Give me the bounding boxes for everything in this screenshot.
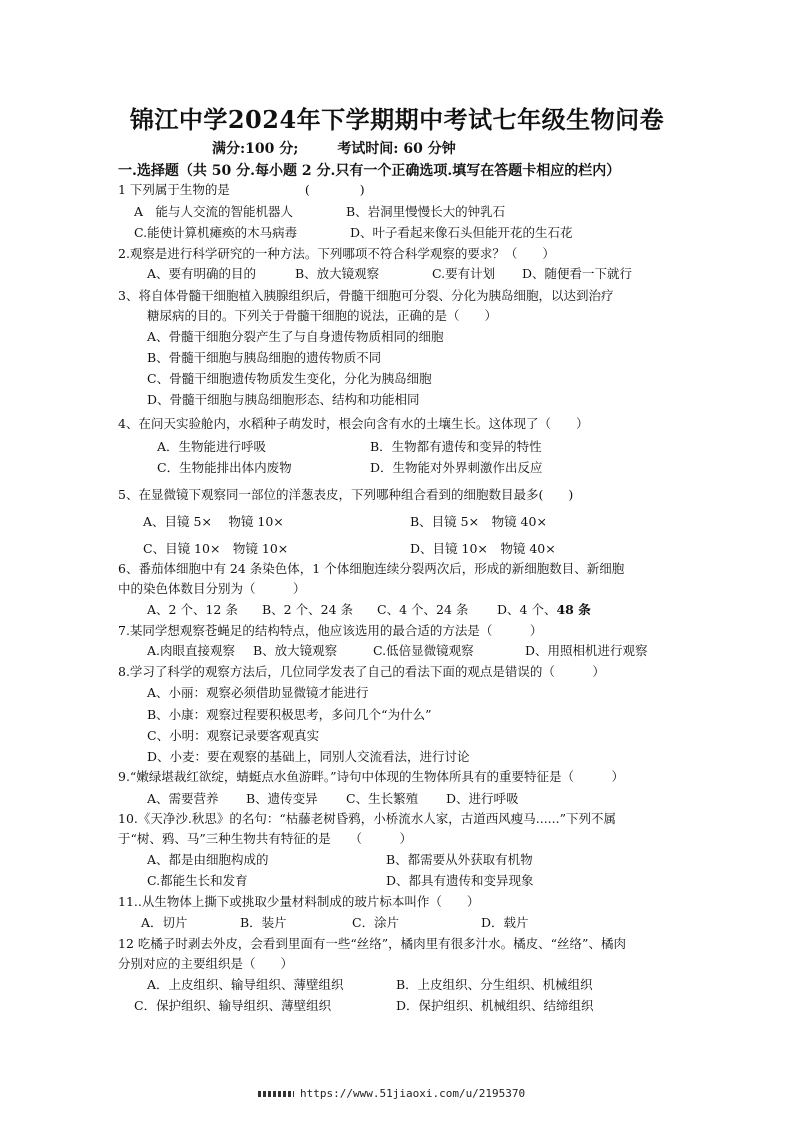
question-5-option-c: C、目镜 10× 物镜 10× [143, 541, 289, 556]
question-8-stem: 8.学习了科学的观察方法后，几位同学发表了自己的看法下面的观点是错误的（ ） [118, 664, 605, 679]
question-4-option-b: B．生物都有遗传和变异的特性 [370, 439, 542, 454]
question-10-stem-line-2: 于“树、鸦、马”三种生物共有特征的是 （ ） [118, 831, 413, 846]
question-12-stem-line-2: 分别对应的主要组织是（ ） [118, 956, 294, 971]
question-6-option-a: A、2 个、12 条 [147, 602, 238, 617]
question-12-option-d: D．保护组织、机械组织、结缔组织 [396, 998, 594, 1013]
question-5-option-a: A、目镜 5× 物镜 10× [143, 514, 284, 529]
question-10-option-b: B、都需要从外获取有机物 [386, 852, 533, 867]
question-10-option-c: C.都能生长和发育 [147, 873, 248, 888]
question-12-option-c: C．保护组织、输导组织、薄壁组织 [134, 998, 332, 1013]
question-3-option-c: C、骨髓干细胞遗传物质发生变化，分化为胰岛细胞 [147, 371, 432, 386]
watermark-logo-icon [258, 1091, 294, 1097]
question-11-option-c: C．涂片 [352, 915, 400, 930]
question-5-option-b: B、目镜 5× 物镜 40× [410, 514, 547, 529]
question-6-option-c: C、4 个、24 条 [377, 602, 469, 617]
question-12-option-b: B．上皮组织、分生组织、机械组织 [396, 977, 593, 992]
question-3-stem-line-1: 3、将自体骨髓干细胞植入胰腺组织后，骨髓干细胞可分裂、分化为胰岛细胞，以达到治疗 [118, 288, 614, 303]
question-7-option-c: C.低倍显微镜观察 [373, 643, 474, 658]
question-7-option-b: B、放大镜观察 [253, 643, 338, 658]
question-4-option-a: A．生物能进行呼吸 [157, 439, 267, 454]
question-11-option-d: D．载片 [481, 915, 529, 930]
question-12-stem-line-1: 12 吃橘子时剥去外皮，会看到里面有一些“丝络”，橘肉里有很多汁水。橘皮、“丝络”、橘肉 [118, 936, 626, 951]
question-9-option-c: C、生长繁殖 [346, 791, 419, 806]
question-11-stem: 11..从生物体上撕下或挑取少量材料制成的玻片标本叫作（ ） [118, 894, 480, 909]
question-2-option-b: B、放大镜观察 [295, 266, 380, 281]
question-11-option-a: A．切片 [141, 915, 188, 930]
question-9-stem: 9.“嫩绿堪裁红欲绽，蜻蜓点水鱼游畔。”诗句中体现的生物体所具有的重要特征是（ ） [118, 769, 624, 784]
question-2-option-d: D、随便看一下就行 [522, 266, 633, 281]
question-8-option-c: C、小明：观察记录要客观真实 [147, 728, 320, 743]
question-6-option-b: B、2 个、24 条 [262, 602, 353, 617]
question-11-option-b: B．装片 [240, 915, 287, 930]
question-3-option-d: D、骨髓干细胞与胰岛细胞形态、结构和功能相同 [147, 392, 420, 407]
exam-time: 考试时间: 60 分钟 [337, 141, 456, 157]
question-9-option-a: A、需要营养 [147, 791, 219, 806]
question-4-option-d: D．生物能对外界刺激作出反应 [370, 460, 543, 475]
question-5-option-d: D、目镜 10× 物镜 40× [410, 541, 556, 556]
question-4-option-c: C．生物能排出体内废物 [157, 460, 292, 475]
question-6-stem-line-1: 6、番茄体细胞中有 24 条染色体，1 个体细胞连续分裂两次后，形成的新细胞数目、新细胞 [118, 561, 625, 576]
question-6-stem-line-2: 中的染色体数目分别为（ ） [118, 581, 306, 596]
page-title: 锦江中学2024年下学期期中考试七年级生物问卷 [129, 105, 665, 134]
question-1-option-a: A 能与人交流的智能机器人 [134, 204, 294, 219]
page-footer [258, 1087, 525, 1100]
question-2-stem: 2.观察是进行科学研究的一种方法。下列哪项不符合科学观察的要求？（ ） [118, 246, 555, 261]
question-3-option-a: A、骨髓干细胞分裂产生了与自身遗传物质相同的细胞 [147, 329, 444, 344]
question-5-stem: 5、在显微镜下观察同一部位的洋葱表皮，下列哪种组合看到的细胞数目最多( ) [118, 487, 574, 502]
exam-meta [212, 138, 490, 158]
section-heading: 一.选择题（共 50 分.每小题 2 分.只有一个正确选项.填写在答题卡相应的栏内） [118, 163, 621, 179]
question-4-stem: 4、在问天实验舱内，水稻种子萌发时，根会向含有水的土壤生长。这体现了（ ） [118, 416, 589, 431]
question-7-option-a: A.肉眼直接观察 [147, 643, 236, 658]
question-7-stem: 7.某同学想观察苍蝇足的结构特点，他应该选用的最合适的方法是（ ） [118, 623, 543, 638]
footer-url[interactable]: https://www.51jiaoxi.com/u/2195370 [300, 1087, 526, 1100]
question-6-option-d [497, 601, 591, 619]
question-6-option-d-bold: 48 条 [556, 602, 591, 617]
question-7-option-d: D、用照相机进行观察 [525, 643, 648, 658]
question-1-option-c: C.能使计算机瘫痪的木马病毒 [134, 225, 298, 240]
question-2-option-c: C.要有计划 [432, 266, 496, 281]
question-1-option-d: D、叶子看起来像石头但能开花的生石花 [350, 225, 573, 240]
question-8-option-a: A、小丽：观察必须借助显微镜才能进行 [147, 685, 369, 700]
question-8-option-d: D、小麦：要在观察的基础上，同别人交流看法，进行讨论 [147, 749, 470, 764]
question-3-stem-line-2: 糖尿病的目的。下列关于骨髓干细胞的说法，正确的是（ ） [147, 308, 498, 323]
question-9-option-b: B、遗传变异 [246, 791, 318, 806]
question-10-option-a: A、都是由细胞构成的 [147, 852, 269, 867]
question-6-option-d-text: D、4 个、 [497, 602, 557, 617]
question-8-option-b: B、小康：观察过程要积极思考，多问几个“为什么” [147, 707, 432, 722]
question-1-option-b: B、岩洞里慢慢长大的钟乳石 [346, 204, 506, 219]
full-score: 满分:100 分; [212, 141, 299, 157]
question-10-stem-line-1: 10.《天净沙.秋思》的名句：“枯藤老树昏鸦，小桥流水人家，古道西风瘦马......”下列不属 [118, 811, 616, 826]
question-1-stem: 1 下列属于生物的是 ( ) [118, 182, 365, 197]
question-2-option-a: A、要有明确的目的 [147, 266, 257, 281]
question-3-option-b: B、骨髓干细胞与胰岛细胞的遗传物质不同 [147, 350, 382, 365]
question-9-option-d: D、进行呼吸 [446, 791, 519, 806]
question-12-option-a: A．上皮组织、输导组织、薄壁组织 [147, 977, 344, 992]
question-10-option-d: D、都具有遗传和变异现象 [386, 873, 534, 888]
